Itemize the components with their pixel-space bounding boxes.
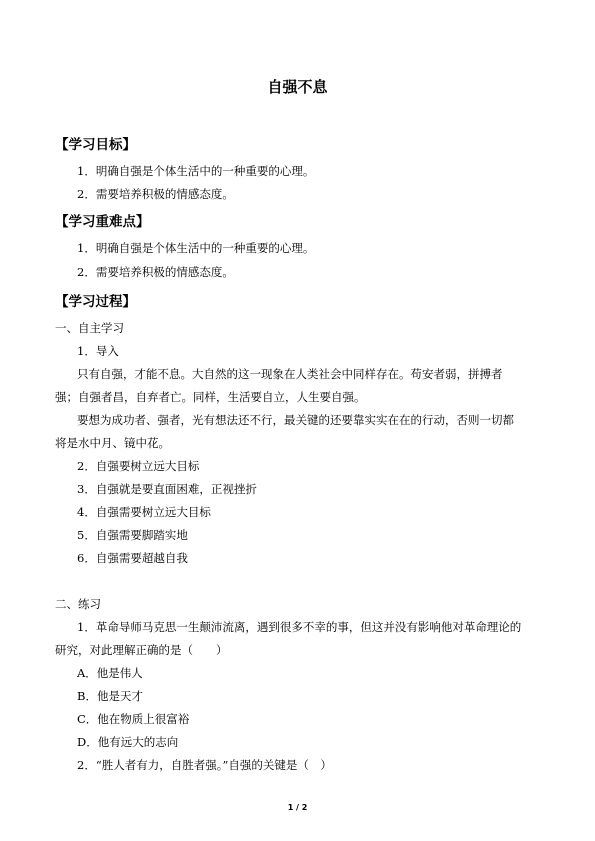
question-2: 2．“胜人者有力，自胜者强。”自强的关键是（ ） [77, 758, 332, 772]
part1-title: 一、自主学习 [55, 321, 124, 335]
question-1-line-1: 1．革命导师马克思一生颠沛流离，遇到很多不幸的事，但这并没有影响他对革命理论的 [77, 620, 522, 634]
point-item: 3．自强就是要直面困难，正视挫折 [77, 482, 257, 496]
question-1-option: D．他有远大的志向 [77, 735, 179, 749]
point-item: 4．自强需要树立远大目标 [77, 505, 211, 519]
question-1-option: A．他是伟人 [77, 666, 143, 680]
document-title: 自强不息 [267, 78, 328, 96]
paragraph-1-line-1: 只有自强，才能不息。大自然的这一现象在人类社会中同样存在。苟安者弱，拼搏者 [77, 367, 503, 381]
question-1-option: C．他在物质上很富裕 [77, 712, 190, 726]
paragraph-1-line-2: 强；自强者昌，自弃者亡。同样，生活要自立，人生要自强。 [55, 390, 366, 404]
question-1-line-2: 研究，对此理解正确的是（ ） [55, 643, 228, 657]
heading-key-points: 【学习重难点】 [55, 214, 150, 230]
paragraph-2-line-1: 要想为成功者、强者，光有想法还不行，最关键的还要靠实实在在的行动，否则一切都 [77, 413, 514, 427]
paragraph-2-line-2: 将是水中月、镜中花。 [55, 436, 170, 450]
heading-learning-process: 【学习过程】 [55, 294, 136, 310]
key-point-item-1: 1．明确自强是个体生活中的一种重要的心理。 [77, 241, 315, 255]
point-item: 5．自强需要脚踏实地 [77, 528, 188, 542]
point-item: 6．自强需要超越自我 [77, 551, 188, 565]
intro-label: 1．导入 [77, 344, 119, 358]
part2-title: 二、练习 [55, 597, 101, 611]
goal-item-1: 1．明确自强是个体生活中的一种重要的心理。 [77, 164, 315, 178]
key-point-item-2: 2．需要培养积极的情感态度。 [77, 265, 234, 279]
question-1-option: B．他是天才 [77, 689, 143, 703]
page-number: 1 / 2 [287, 803, 308, 812]
goal-item-2: 2．需要培养积极的情感态度。 [77, 187, 234, 201]
point-item: 2．自强要树立远大目标 [77, 459, 200, 473]
heading-learning-goals: 【学习目标】 [55, 137, 136, 153]
